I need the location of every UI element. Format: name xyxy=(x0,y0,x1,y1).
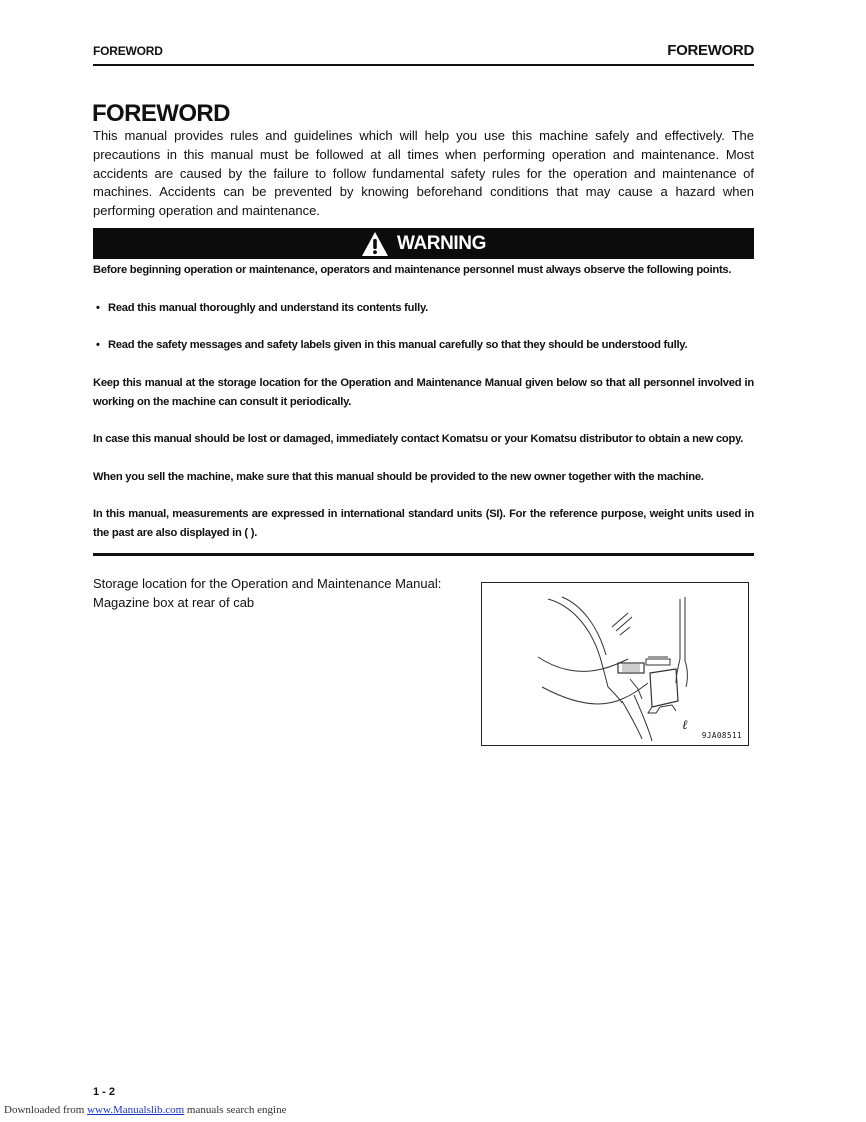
storage-line-2: Magazine box at rear of cab xyxy=(93,594,255,610)
bullet-dot: • xyxy=(96,339,100,352)
warning-paragraph: In case this manual should be lost or damaged, immediately contact Komatsu or your Komatsu distributor to obtain a new copy. xyxy=(93,433,744,446)
manualslib-link[interactable]: www.Manualslib.com xyxy=(87,1104,185,1116)
cab-drawing xyxy=(482,583,748,745)
warning-bullet-text: Read this manual thoroughly and understand its contents fully. xyxy=(108,301,428,314)
warning-lead: Before beginning operation or maintenance, operators and maintenance personnel must always observe the following points. xyxy=(93,264,732,276)
figure-code: 9JA08511 xyxy=(701,731,742,740)
storage-location-text xyxy=(93,575,473,612)
running-header-right: FOREWORD xyxy=(667,42,754,59)
warning-label: WARNING xyxy=(396,232,487,254)
footer-suffix: manuals search engine xyxy=(186,1104,287,1116)
download-footer xyxy=(4,1104,286,1116)
warning-bullet xyxy=(93,336,754,355)
intro-paragraph: This manual provides rules and guidelines which will help you use this machine safely and effectively. The precautions in this manual must be followed at all times when performing operation and maintenance. Most accidents are caused by the failure to follow fundamental safety rules for the operation and maintenance of machines. Accidents can be prevented by knowing beforehand conditions that may cause a hazard when performing operation and maintenance. xyxy=(93,128,754,219)
warning-paragraph: When you sell the machine, make sure that this manual should be provided to the new owner together with the machine. xyxy=(93,470,704,483)
warning-bullet xyxy=(93,299,754,318)
warning-banner xyxy=(93,228,754,259)
section-title: FOREWORD xyxy=(92,100,230,127)
storage-line-1: Storage location for the Operation and Maintenance Manual: xyxy=(93,576,442,591)
figure-label-glyph: ℓ xyxy=(682,717,688,732)
cab-illustration xyxy=(481,582,749,746)
warning-end-divider xyxy=(93,553,754,556)
running-header-left: FOREWORD xyxy=(93,44,163,58)
bullet-dot: • xyxy=(96,301,100,314)
warning-paragraph: In this manual, measurements are expressed in international standard units (SI). For the reference purpose, weight units used in the past are also displayed in ( ). xyxy=(93,508,754,540)
warning-bullet-text: Read the safety messages and safety labels given in this manual carefully so that they should be understood fully. xyxy=(108,339,688,352)
warning-body xyxy=(93,261,754,562)
header-divider xyxy=(93,64,754,66)
warning-triangle-icon xyxy=(361,231,389,257)
warning-paragraph: Keep this manual at the storage location for the Operation and Maintenance Manual given below so that all personnel involved in working on the machine can consult it periodically. xyxy=(93,376,754,408)
footer-prefix: Downloaded from xyxy=(4,1104,85,1116)
page-number: 1 - 2 xyxy=(93,1086,116,1098)
